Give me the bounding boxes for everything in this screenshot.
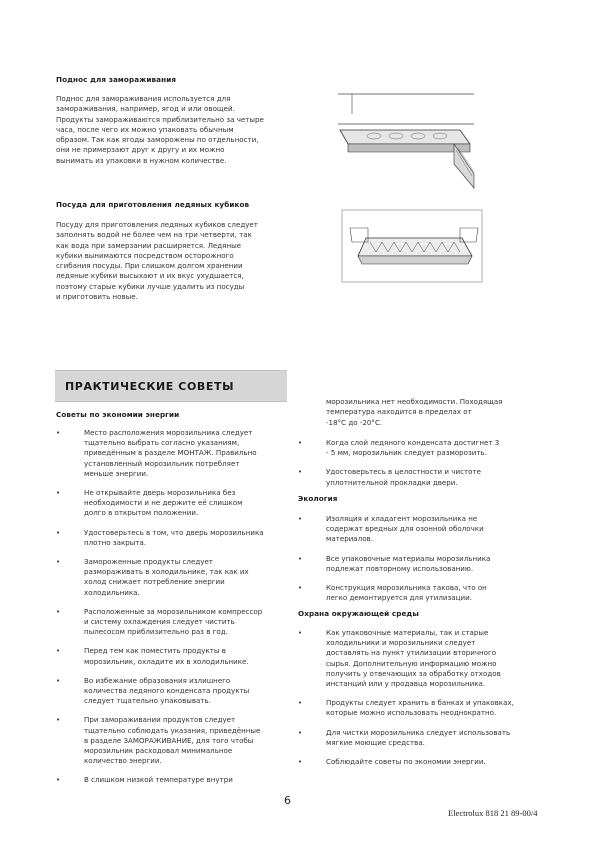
bullet-icon: • (298, 439, 303, 447)
paragraph-line: сгибания посуды. При слишком долгом хранении (56, 261, 243, 271)
bullet-icon: • (298, 629, 303, 637)
ice-tray-paragraph (56, 220, 284, 302)
list-item-line: доставлять на пункт утилизации вторичного (326, 648, 497, 658)
section-heading-freezing-tray: Поднос для замораживания (56, 75, 177, 84)
section-heading-energy-saving: Советы по экономии энергии (56, 410, 180, 419)
list-item-line: Удостоверьтесь в целостности и чистоте (326, 467, 481, 477)
list-item-line: - 5 мм, морозильник следует разморозить. (326, 448, 487, 458)
list-item-line: размораживать в холодильнике, так как их (84, 567, 249, 577)
list-item-line: и систему охлаждения следует чистить (84, 617, 235, 627)
paragraph-line: поэтому старые кубики лучше удалить из посуды (56, 281, 245, 291)
list-item-line: в разделе ЗАМОРАЖИВАНИЕ, для того чтобы (84, 735, 254, 745)
list-item-line: Продукты следует хранить в банках и упаковках, (326, 698, 514, 708)
list-item (56, 646, 284, 666)
list-item-line: долго в открытом положении. (84, 508, 199, 518)
list-item-line: холод снижает потребление энергии (84, 577, 225, 587)
section-banner (55, 370, 287, 402)
paragraph-line: заполнять водой не более чем на три четверти, так (56, 230, 252, 240)
bullet-icon: • (298, 758, 303, 767)
bullet-icon: • (56, 528, 61, 537)
energy-saving-list (56, 428, 284, 786)
bullet-icon: • (56, 716, 61, 725)
list-item-line: При замораживании продуктов следует (84, 715, 236, 725)
ice-tray-illustration (340, 208, 486, 284)
paragraph-line: -18°С до -20°С. (326, 417, 383, 427)
list-item (298, 698, 526, 718)
list-item (56, 715, 284, 766)
paragraph-line: они не примерзают друг к другу и их можно (56, 145, 225, 155)
ecology-list (298, 514, 526, 603)
list-item (56, 527, 284, 548)
list-item-line: необходимости и не держите её слишком (84, 498, 243, 508)
list-item-line: подлежат повторному использованию. (326, 563, 474, 573)
list-item-line: тщательно выбрать согласно указаниям, (84, 438, 240, 448)
list-item (298, 628, 526, 689)
page-number: 6 (284, 794, 291, 807)
list-item-line: Для чистки морозильника следует использовать (326, 727, 511, 737)
list-item (56, 775, 284, 785)
document-code: Electrolux 818 21 89-00/4 (448, 808, 538, 818)
bullet-icon: • (56, 776, 61, 785)
paragraph-line: часа, после чего их можно упаковать обычным (56, 124, 234, 134)
bullet-icon: • (298, 468, 303, 477)
paragraph-line: температура находится в пределах от (326, 407, 472, 417)
section-heading-ecology: Экология (298, 494, 338, 503)
list-item (298, 583, 526, 603)
list-item-line: Место расположения морозильника следует (84, 428, 253, 437)
bullet-icon: • (298, 728, 303, 737)
list-item-line: уплотнительной прокладки двери. (326, 477, 458, 487)
list-item (298, 438, 526, 458)
paragraph-line: как вода при замерзании расширяется. Ледяные (56, 240, 242, 250)
bullet-icon: • (298, 584, 303, 593)
list-item-line: материалов. (326, 534, 373, 544)
paragraph-line: Посуду для приготовления ледяных кубиков следует (56, 220, 258, 229)
bullet-icon: • (56, 558, 61, 567)
list-item-line: холодильника. (84, 587, 140, 597)
bullet-icon: • (298, 515, 303, 523)
paragraph-line: Продукты замораживаются приблизительно за четыре (56, 114, 264, 124)
paragraph-line: и приготовить новые. (56, 292, 138, 302)
freezing-tray-illustration (334, 84, 480, 192)
list-item-line: Перед тем как поместить продукты в (84, 646, 226, 656)
list-item-line: получить у отвечающих за обработку отходов (326, 668, 501, 678)
list-item-line: сырья. Дополнительную информацию можно (326, 658, 497, 668)
list-item (56, 557, 284, 598)
list-item-line: количества ледяного конденсата продукты (84, 686, 250, 696)
list-item-line: Во избежание образования излишнего (84, 675, 231, 685)
paragraph-line: морозильника нет необходимости. Походящая (326, 397, 503, 406)
list-item-line: следует тщательно упаковывать. (84, 696, 211, 706)
list-item-line: Удостоверьтесь в том, что дверь морозильника (84, 527, 264, 537)
list-item-line: В слишком низкой температуре внутри (84, 775, 233, 785)
bullet-icon: • (56, 676, 61, 685)
list-item-line: Все упаковочные материалы морозильника (326, 553, 491, 563)
banner-title: ПРАКТИЧЕСКИЕ СОВЕТЫ (65, 380, 235, 393)
list-item-line: холодильники и морозильники следует (326, 638, 476, 648)
section-heading-ice-tray: Посуда для приготовления ледяных кубиков (56, 200, 250, 209)
paragraph-line: кубики вынимаются посредством осторожного (56, 250, 234, 260)
list-item (298, 727, 526, 748)
list-item-line: меньше энергии. (84, 468, 149, 478)
list-item-line: тщательно соблюдать указания, приведённые (84, 725, 261, 735)
list-item-line: которые можно использовать неоднократно. (326, 708, 497, 718)
list-item (56, 606, 284, 638)
bullet-icon: • (298, 699, 303, 708)
list-item-line: Изоляция и хладагент морозильника не (326, 514, 478, 523)
list-item-line: содержат вредных для озонной оболочки (326, 524, 484, 534)
list-item (298, 757, 526, 767)
list-item-line: Соблюдайте советы по экономии энергии. (326, 757, 486, 767)
list-item-line: приведённым в разделе МОНТАЖ. Правильно (84, 448, 257, 458)
list-item-line: мягкие моющие средства. (326, 737, 425, 747)
freezing-tray-paragraph (56, 94, 284, 166)
list-item-line: морозильник, охладите их в холодильнике. (84, 656, 249, 666)
list-item (298, 553, 526, 574)
list-item-line: морозильник расходовал минимальное (84, 746, 233, 756)
right-list-a (298, 438, 526, 488)
bullet-icon: • (56, 489, 61, 498)
list-item (298, 514, 526, 545)
environment-list (298, 628, 526, 767)
list-item (298, 467, 526, 487)
paragraph-line: ледяные кубики высыхают и их вкус ухудшается, (56, 271, 244, 281)
continuation-text (326, 397, 526, 428)
list-item-line: установленный морозильник потребляет (84, 458, 240, 468)
bullet-icon: • (298, 554, 303, 563)
list-item-line: Как упаковочные материалы, так и старые (326, 628, 489, 637)
list-item-line: плотно закрыта. (84, 537, 147, 547)
paragraph-line: Поднос для замораживания используется для (56, 94, 231, 103)
bullet-icon: • (56, 647, 61, 656)
list-item (56, 488, 284, 519)
section-heading-environment: Охрана окружающей среды (298, 609, 419, 618)
paragraph-line: вынимать из упаковки в нужном количестве. (56, 155, 227, 165)
list-item (56, 428, 284, 479)
list-item-line: Конструкция морозильника такова, что он (326, 583, 487, 593)
bullet-icon: • (56, 607, 61, 616)
paragraph-line: образом. Так как ягоды заморожены по отдельности, (56, 135, 259, 145)
list-item-line: количество энергии. (84, 756, 162, 766)
list-item-line: легко демонтируется для утилизации. (326, 593, 472, 603)
list-item-line: пылесосом приблизительно раз в год. (84, 627, 228, 637)
list-item-line: Расположенные за морозильником компрессор (84, 606, 263, 616)
list-item-line: Когда слой ледяного конденсата достигнет 3 (326, 438, 500, 447)
list-item-line: инстанций или у продавца морозильника. (326, 679, 486, 689)
bullet-icon: • (56, 429, 61, 437)
list-item-line: Не открывайте дверь морозильника без (84, 488, 236, 498)
list-item-line: Замороженные продукты следует (84, 557, 213, 567)
paragraph-line: замораживания, например, ягод и или овощей. (56, 104, 235, 114)
list-item (56, 675, 284, 707)
